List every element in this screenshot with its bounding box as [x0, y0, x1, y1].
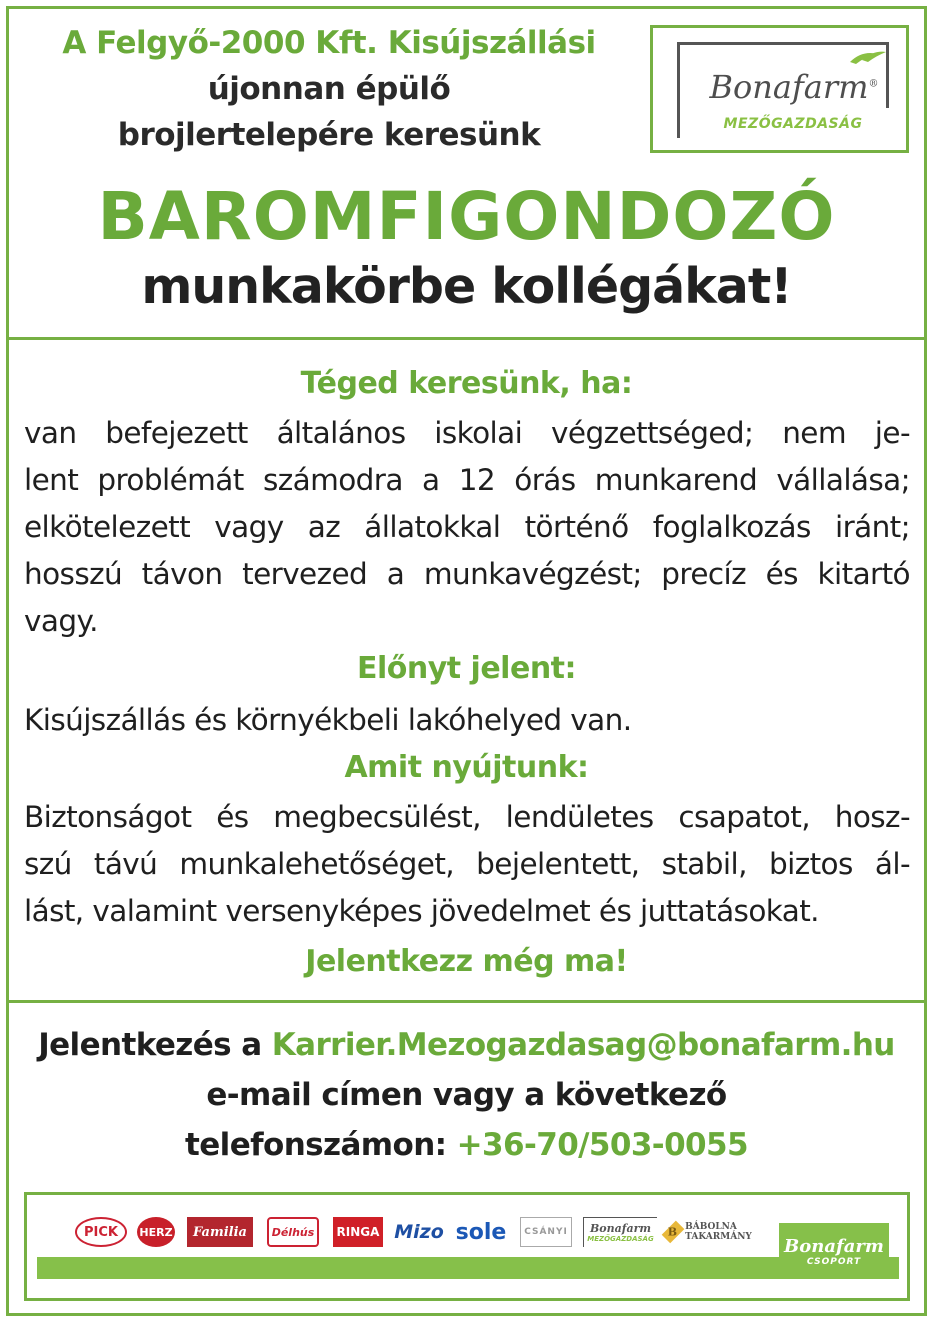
offer-text — [24, 794, 910, 935]
herz-logo: HERZ — [137, 1217, 175, 1247]
contact-line3 — [0, 1127, 933, 1163]
ringa-logo: RINGA — [333, 1217, 383, 1247]
company-name: A Felgyő-2000 Kft. — [62, 25, 388, 61]
location-name: Kisújszállási — [387, 25, 596, 61]
bonafarm-logo — [650, 25, 909, 153]
text-line: Biztonságot és megbecsülést, lendületes csapatot, hosz- — [24, 800, 910, 834]
section-heading-requirements: Téged keresünk, ha: — [300, 366, 633, 401]
text-line: lást, valamint versenyképes jövedelmet és juttatásokat. — [24, 894, 819, 928]
contact-line2: e-mail címen vagy a következő — [206, 1077, 727, 1113]
text-line: hosszú távon tervezed a munkavégzést; precíz és kitartó — [24, 557, 910, 591]
email-link[interactable]: Karrier.Mezogazdasag@bonafarm.hu — [271, 1027, 895, 1063]
header-intro — [14, 20, 644, 158]
familia-logo: Familia — [187, 1217, 253, 1247]
advantage-text — [24, 697, 910, 744]
leaf-icon — [848, 48, 888, 66]
divider-top — [6, 337, 927, 340]
phone-number[interactable]: +36-70/503-0055 — [456, 1127, 748, 1163]
phone-label: telefonszámon: — [185, 1127, 457, 1163]
requirements-text — [24, 410, 910, 645]
text-line: Kisújszállás és környékbeli lakóhelyed van. — [24, 703, 632, 737]
divider-bottom — [6, 1000, 927, 1003]
header-line2: újonnan épülő — [207, 71, 451, 107]
mizo-logo: Mizo — [394, 1221, 444, 1243]
csanyi-logo: CSÁNYI — [520, 1217, 572, 1247]
header-line3: brojlertelepére keresünk — [117, 117, 541, 153]
text-line: van befejezett általános iskolai végzettséged; nem je- — [24, 416, 910, 450]
bonafarm-csoport-logo: Bonafarm CSOPORT — [779, 1223, 889, 1279]
babolna-takarmany-logo: B BÁBOLNA TAKARMÁNY — [667, 1217, 759, 1247]
babolna-emblem-icon: B — [662, 1221, 685, 1244]
text-line: elkötelezett vagy az állatokkal történő foglalkozás iránt; — [24, 510, 910, 544]
sole-logo: sole — [455, 1219, 507, 1245]
pick-logo: PICK — [75, 1217, 127, 1247]
delhus-logo: Délhús — [267, 1217, 319, 1247]
logo-name: Bonafarm® — [709, 68, 879, 106]
job-subtitle: munkakörbe kollégákat! — [141, 258, 792, 315]
job-title: BAROMFIGONDOZÓ — [97, 178, 836, 255]
brand-strip — [24, 1192, 910, 1301]
text-line: szú távú munkalehetőséget, bejelentett, stabil, biztos ál- — [24, 847, 910, 881]
logo-subtitle: MEZŐGAZDASÁG — [723, 116, 863, 132]
text-line: vagy. — [24, 604, 98, 638]
section-heading-offer: Amit nyújtunk: — [344, 750, 589, 785]
contact-line1 — [0, 1027, 933, 1063]
section-heading-advantage: Előnyt jelent: — [356, 651, 577, 686]
text-line: lent problémát számodra a 12 órás munkarend vállalása; — [24, 463, 910, 497]
call-to-action: Jelentkezz még ma! — [305, 944, 628, 979]
bonafarm-mezogazdasag-logo: Bonafarm MEZŐGAZDASÁG — [583, 1217, 657, 1247]
brand-strip-bar — [37, 1257, 899, 1279]
contact-label: Jelentkezés a — [38, 1027, 272, 1063]
